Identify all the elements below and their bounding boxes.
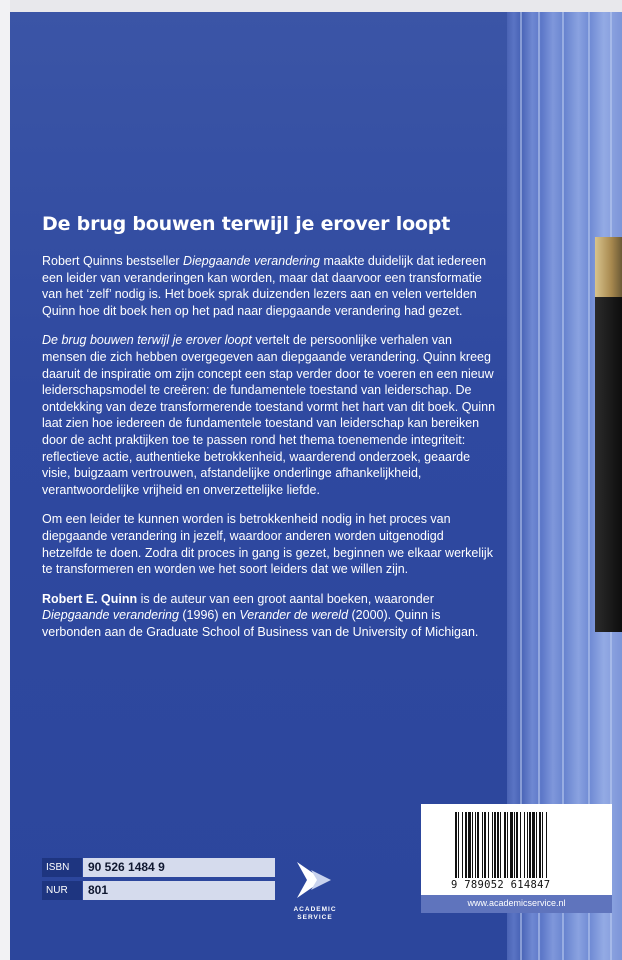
page-edge	[0, 0, 10, 960]
barcode-bar	[475, 812, 476, 878]
barcode-bar	[477, 812, 479, 878]
isbn-label: ISBN	[42, 858, 82, 877]
barcode-bar	[492, 812, 493, 878]
barcode-bar	[536, 812, 537, 878]
barcode-number: 9 789052 614847	[451, 879, 551, 891]
isbn-value: 90 526 1484 9	[83, 858, 275, 877]
barcode-bar	[484, 812, 486, 878]
author-bio: Robert E. Quinn is de auteur van een groot aantal boeken, waaronder Diepgaande verandering (1996) en Verander de wereld (2000). Quinn is verbonden aan de Graduate School of Business van de University of Michigan.	[42, 591, 479, 639]
barcode-bar	[514, 812, 515, 878]
barcode-bar	[527, 812, 528, 878]
blurb-paragraph-1: Robert Quinns bestseller Diepgaande verandering maakte duidelijk dat iedereen een leider van veranderingen kan worden, maar dat daarvoor een transformatie van het ‘zelf’ nodig is. Het boek sprak duizenden lezers aan en velen vertelden Quinn hoe dit boek hen op het pad naar diepgaande verandering had gezet.	[42, 254, 487, 318]
website-url[interactable]: www.academicservice.nl	[467, 898, 566, 908]
nur-row	[42, 881, 275, 900]
barcode-bar	[539, 812, 541, 878]
publisher-logo-text: ACADEMIC SERVICE	[293, 906, 337, 921]
barcode-bar	[488, 812, 489, 878]
barcode-bar	[516, 812, 518, 878]
barcode-bar	[507, 812, 508, 878]
nur-label: NUR	[42, 881, 82, 900]
chevron-logo-icon	[285, 856, 345, 906]
barcode-bar	[472, 812, 473, 878]
barcode-bar	[504, 812, 506, 878]
isbn-nur-block	[42, 858, 275, 902]
barcode-icon	[421, 808, 612, 883]
isbn-row	[42, 858, 275, 877]
barcode-bar	[458, 812, 459, 878]
back-cover-text	[42, 213, 497, 653]
bridge-post-illustration	[595, 237, 622, 632]
barcode-bar	[465, 812, 467, 878]
barcode-bar	[500, 812, 501, 878]
publisher-logo	[285, 856, 345, 936]
barcode-bar	[529, 812, 531, 878]
barcode-bar	[546, 812, 547, 878]
website-bar	[421, 895, 612, 913]
barcode-bar	[482, 812, 483, 878]
barcode-bar	[494, 812, 496, 878]
back-cover-title: De brug bouwen terwijl je erover loopt	[42, 213, 451, 235]
barcode-bar	[462, 812, 463, 878]
barcode-bar	[542, 812, 543, 878]
barcode-bar	[455, 812, 457, 878]
barcode-bar	[520, 812, 521, 878]
barcode-bar	[524, 812, 525, 878]
blurb-paragraph-3: Om een leider te kunnen worden is betrokkenheid nodig in het proces van diepgaande verandering in jezelf, waardoor anderen worden uitgenodigd hetzelfde te doen. Zodra dit proces in gang is gezet, beginnen we elkaar werkelijk te transformeren en worden we het soort leiders dat we willen zijn.	[42, 512, 493, 577]
nur-value: 801	[83, 881, 275, 900]
blurb-paragraph-2: De brug bouwen terwijl je erover loopt vertelt de persoonlijke verhalen van mensen die zich hebben overgegeven aan diepgaande verandering. Quinn kreeg daaruit de inspiratie om zijn concept een stap verder door te voeren en een nieuw leiderschapsmodel te creëren: de fundamentele toestand van leiderschap. De ontdekking van deze transformerende toestand vormt het hart van dit boek. Quinn laat zien hoe iedereen de fundamentele toestand van leiderschap kan bereiken door de acht praktijken toe te passen rond het thema toenemende integriteit: reflectieve actie, authentieke betrokkenheid, waarderend onderzoek, geaarde visie, buigzaam vertrouwen, afstandelijke onderlinge afhankelijkheid, verantwoordelijke vrijheid en onverzettelijke liefde.	[42, 333, 496, 497]
barcode-bar	[510, 812, 513, 878]
barcode-bar	[497, 812, 499, 878]
barcode-bar	[532, 812, 535, 878]
barcode-bar	[468, 812, 471, 878]
